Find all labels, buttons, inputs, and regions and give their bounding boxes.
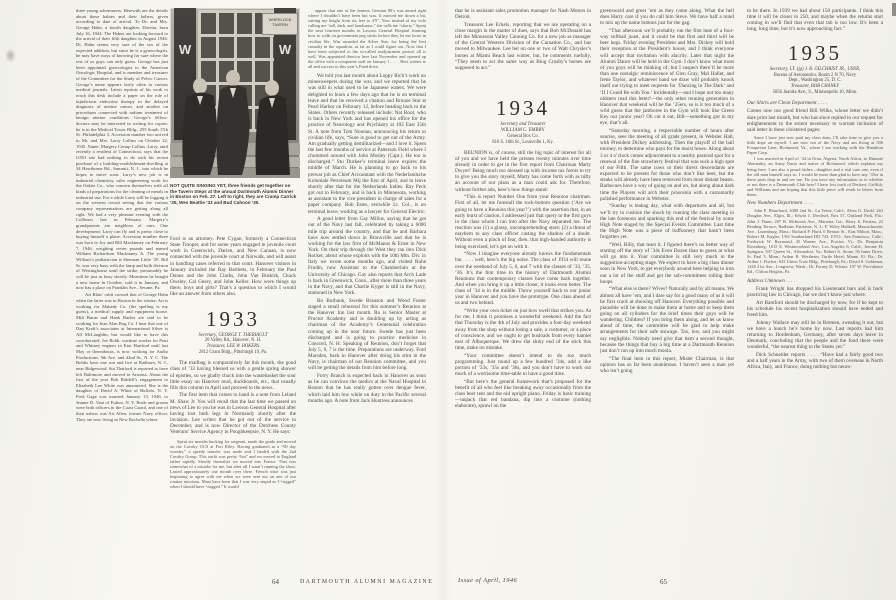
right-col3-unknown-body	[747, 286, 883, 371]
paragraph: John F. Blanchard, 2080 2nd St., La Verne, Calif.; Alvin G. Dodd, 263 Douglas Ave., Elgin, Ill.; Edwin J. Drechsel, Box 57, Oakland Park, Fla.; John J. Dunn, 207 B. McIntosh Ave., Marietta, Ga.; Harry S. Ferrian, 22 Reading Terrace, Radburn, Fairlawn, N. J.; F. Wiley Hubbell, Massachusetts Ave., Lunenburg, Mass.; Richard P. Hurd, 6 Benton St., East Milton, Mass.; Robert M. Kugler, USS Southerland DD 743, F.P.O., San Francisco, Calif.; Frederick W. Raymond, 45 Warner Ave., Proctor, Vt.; Dr. Benjamin Rosenberg, 1815 S. Westmoreland Ave., Los Angeles 6, Calif.; Jerome H. Spingarn, 507 Queen St., Alexandria, Va.; Robert A. Stone, 56 Inner Drive, St. Paul 5, Minn.; Arthur R. Wertheim, Turtle Hotel, Miami 10, Fla.; Dr. Arthur J. Fischer, 623 Union Trust Bldg., Pittsburgh, Pa.; David S. Goldman, 1328 21st Ave., Longview, Wash.; Dr. Forney D. Wisner, 107 W. Providence Rd., Clifton Heights, Pa.	[747, 208, 883, 275]
right-col3-letter	[747, 135, 883, 197]
paragraph: General Box Co.	[507, 133, 539, 139]
paragraph: Secretary, LT. (jg) J. B. GILCHRIST JR., USNR,	[769, 66, 861, 72]
paragraph: The first item that comes to hand is a note from Leland M. Shaw Jr. You will recall that the last time we passed on news of Lee to you he was in Lawson General Hospital after having lost both legs in Normandy shortly after the invasion. Lee writes that he got out of the service in December, and is now Director of the Dutchess County Veterans’ Service Agency in Poughkeepsie, N. Y. He says:	[170, 392, 296, 436]
class-1934-heading: 1934	[496, 96, 550, 121]
paragraph: We told you last month about Loppy Rich’s work on minesweepers during the war, and we reported that he was still in what used to be Japanese waters. We were delighted to learn a few days ago that he is on terminal leave and that he received a citation and Bronze Star at Pearl Harbor on February 12, before heading back to the States. Others recently released include: Nat Root, who is back in New York and has opened his office for the practice of Neurology and Psychiatry at 102 East 35th St. A note from Tom Noonan, announcing his return to civilian life, says, “Sure is good to get out of the Army. Am gradually getting demilitarized—and I love it. Spent the last few months of service at Patterson Field where I chummed around with John Mosley (Capt.). He too is discharged.” Stu Durkee’s terminal leave expires the middle of March. He is planning to go back to his prewar job as Chief Accountant with the Nederlandsche Koloniale Petroleum Mij the first of April, and to leave shortly after that for the Netherlands Indies. Ray Peck got out in February, and is back in Minnesota, working as assistant to the vice president in charge of sales for a paper company. Bob Estes, erstwhile Lt. Col., is on terminal leave, working as a lawyer for General Electric.	[308, 73, 426, 215]
class-1933-officers	[170, 333, 296, 357]
left-page-column-3	[308, 8, 426, 572]
scan-edge-mark	[892, 3, 896, 16]
paragraph: Ro Burbank, Swede Branson and Wood Foster staged a small rehearsal for this summer’s Reunion at the Hanover Inn last month. Ro is Senior Master at Proctor Academy and is doubling up by acting as chairman of the Academy’s Centennial celebration coming up in the near future. Swede has just been discharged and is going to practice medicine in Concord, N. H. Speaking of Reunion, don’t forget that July 5, 6, 7 is the time. Preparations are underway. Ford Marsden, back in Hanover after doing his stint in the Navy, is chairman of our Reunion committee, and you will be getting the details from him before long.	[308, 297, 426, 372]
footer-issue-date: Issue of April, 1946	[458, 577, 518, 584]
paragraph: “But here’s the general framework that’s proposed for the benefit of all who feel like breaking away occasionally from the class beer tent and the old upright piano. Friday is basic training—unpack that red bandana, dip into a costume (nothing elaborate), sprawl on the	[455, 378, 591, 410]
paragraph: Forry Branch is expected back in Hanover as soon as he can convince the medics at the Naval Hospital in Boston that he has really gotten over dengue fever, which laid him low while on duty in the Pacific several months ago. A note from Jack Huntress announces	[308, 373, 426, 404]
right-col1-body	[455, 150, 591, 410]
right-page-column-1	[455, 8, 591, 572]
page-gutter	[436, 0, 450, 600]
paragraph: Johnny Wallace may still be in Bremen, sweating it out, but we have a hunch he’s home by now. Last reports had him returning to Hordenham, Germany, after seven days leave in Denmark, concluding that the people and the food there were wonderful, “the nearest thing to the States yet.”	[747, 319, 883, 351]
paragraph: WILLIAM C. EMBRY	[501, 127, 545, 133]
right-col3-intro	[747, 8, 883, 33]
tavern-sign	[262, 13, 298, 35]
paragraph: Treasurer, LEE W. BOKERS	[206, 344, 260, 350]
paragraph: “Now I imagine everyone already knows the fundamentals but . . . . well, here’s the big noise. The class of 1934 will reune over the weekend of July 5, 6, and 7 with the classes of ’33, ’35, ’36. It’s the first time in the history of Dartmouth Alumni Reunions that contemporary classes have come back together. And when you bring it up a little closer, it looks even better. The class of ’34 is in the middle. Throw yourself back to our junior year in Hanover and you have the prototype. One class ahead of us and two behind.	[455, 251, 591, 307]
paragraph: Frank Wright has dropped his Lieutenant bars and is back practicing law in Chicago, but we don’t know just where.	[747, 285, 883, 298]
class-1933-heading: 1933	[206, 306, 260, 331]
tavern-sign-line1: WHEELOCK	[268, 17, 292, 22]
paragraph: appear that one of the famous German 88’s was aimed right where I shouldn’t have been but was. It mowed me down a bit, cutting my height from six feet to 4′9″. Now instead of my wife calling me “tall, dark, and handsome,” she calls me “shorty.” Spent the next fourteen months in Lawson General Hospital learning how to walk on government peg sticks before they let me loose in civilian life. Was awarded the Silver Star, for being the first casualty in the squadron, as far as I could figure out. Now that I have been subjected to the so-called readjustment period, all is well. Was appointed director here last November and opened up the office with a competent staff on January 1 . . . . Best wishes to all and success to this year’s Fund drive.	[308, 8, 426, 70]
footer-page-number-64: 64	[272, 578, 279, 586]
right-page-column-3	[747, 8, 883, 572]
left-col2-body	[170, 360, 296, 435]
paragraph: 5056 Juanita Ave., S., Minneapolis 10, Minn.	[772, 90, 858, 96]
class-1934-officers	[455, 122, 591, 146]
paragraph: greensward and greet ’em as they come along. What the hell does Harry care if you do call him Steve. We have half a mind to mix up the name buttons just for the gag.	[600, 8, 734, 27]
paragraph: Comes now our good friend Bill Wilks, whose letter we didn’t dare print last month, but who has since replied to our request for enlightenment to the extent necessary to warrant inclusion of said letter in these cloistered pages:	[747, 108, 883, 133]
paragraph: Secretary and Treasurer	[500, 122, 546, 128]
paragraph: Spent six months bucking for sergeant, made the grade and moved on the Cavalry OCS at Fort Riley. Having graduated as a “90 day wonder,” a speedy transfer was made and I landed with the 2nd Cavalry Group. This outfit was pretty “hot” and we moved to England rather rapidly. Shortly thereafter we moved into France. That was somewhat of a mistake for me, but after all I wasn’t running the show. Lasted approximately one month over there. French wine was just beginning to agree with me when we were sent out on one of our routine missions. Must have been that I was very stupid as I “zigged” when I should have “zagged.” It would	[170, 438, 296, 490]
paragraph: that he is assistant sales promotion manager for Nash Motors in Detroit.	[455, 8, 591, 21]
tavern-sign-line2: TAVERN	[272, 22, 288, 27]
shutter-letter-left: W	[178, 42, 192, 57]
scan-smudge	[5, 48, 16, 63]
left-col2-small-print	[170, 439, 296, 490]
paragraph: “The final item in this report, Mister Chairman, is that opinion has so far been unanimous. I haven’t seen a man yet who isn’t going	[600, 355, 734, 374]
paragraph: “Saturday morning, a respectable number of hours after sunrise, sees the meeting of all grads present, in Webster Hall, with President Dickey addressing. Then the playoff of the ball tourney, to determine who pays for the moist hoses. Along about 3 or 4 o’clock comes adjournment to a nearby pastoral spot for a renewal of the fine strawberry festival that was such a high spot of our Fifth. The same cows or their direct descendants are expected to be present for those who don’t like beer, but the steaks will already have been removed from most distant beasts. Barbecues have a way of going on and on, but along about dark time the Players will arch their proscenia with a customarily polished performance in Webster.	[600, 127, 734, 202]
section-header-shirts: Our Shirts are Clean Department . . . .	[747, 100, 827, 107]
left-col3-small-print	[308, 8, 426, 69]
paragraph: Art Blais’ orbit crossed that of George Hahn when the latter was in Boston in the winter; Art is working for Mahady Co. (the spelling is my guess), a medical supply and equipment house. Milt Burns and Hank Barber are said to be working for Jean Alan Rug Co. I hear that one of Dan Kraft’s associates at International Silver is Alf McLaughlin, but would like to have this corroborated. Joe Boldt, wartime worker for Pratt and Whitney engines in East Hartford until last May or thereabouts, is now working for Audio Productions, 9th Ave. and 42nd St., N. Y. C. The Boldts have one son and live at Radburn, N. J., near Ridgewood. Stu Thatford is reported to have left Baltimore and moved to Arizona. About the first of the year Bob Riddell’s engagement to Elizabeth Lee White was announced. She is the daughter of David A. White of Buffalo, N. Y. Fred Gage was married January 13, 1946, to Jeanne D. Vant of Fulton, N. Y. Bride and groom were both officers in the Coast Guard, and one of their ushers was Art Allen, former Navy officer. They are now living in New Rochelle where	[76, 292, 168, 422]
paragraph: 20 Valley Rd., Hanover, N. H.	[204, 338, 262, 344]
paragraph: Since I have just now paid my class dues, I’ll take time to give you a little dope on myself. I am now out of the Navy and am living at 506 Fouqurean Lane, Richmond, Va., where I am working with the Hamilton Paper Corp.	[747, 134, 883, 156]
paragraph: Secretary, GEORGE T. THERIAULT	[198, 332, 268, 338]
right-col3-shirts-body	[747, 108, 883, 133]
left-col3-body	[308, 73, 426, 404]
right-page-column-2	[600, 8, 734, 572]
paragraph: Art Bamford should be discharged by now, for if he kept to his schedule his recent hospitalization should have ended and freed him.	[747, 299, 883, 318]
paragraph: Ford is an attorney. Pete Cygan, formerly a Connecticut State Trooper, and for some years engaged in juvenile court work in Greenwich, Darien, and New Canaan, is now connected with the juvenile court at Norwalk, and will assist in handling cases referred to that court. Hanover visitors in January included the Ray Bartletts, in February the Paul Dunns and the John Clarks, John Van Buskirk, Chuck Owsley, Cal Geary, and John Keller. How were things up there, boys and girls? That’s a question to which I would like an answer from others also.	[170, 236, 296, 298]
paragraph: “Well, Billy, that tears it. I figured there’s no better way of starting off the story of ’34s Even Dozen than to guess at what will go into it. Your committee is still very much in the suggestion-accepting stage. We expect to have a big class dinner soon in New York, to get everybody around here helping to iron out a lot of the stuff and get the sub-committees rolling their hoops.	[600, 241, 734, 285]
paragraph: to be there. In 1939 we had about 150 participants. I think this time it will be closer to 250, and maybe when the returns start coming in we’ll find that even that tab is too low. It’s been a long, long time, but it’s now approaching fact.”	[747, 8, 883, 33]
paragraph: “What else is there? Wives? Naturally and by all means. We almost all have ’em, and I dare say for a good many of us it will be first crack at showing off Hanover. Everything possible and plausible will be done to make them at home and to keep them going on all cylinders for the brief times their guys will be wandering. Children? If you bring them along, and let us know ahead of time, the committee will be glad to help make arrangements for their safe stowage. Tax, low, and you might say negligible. Nobody need give that item a second thought, because the things that buy a big time at a Dartmouth Reunion just don’t run up into much moola.	[600, 286, 734, 354]
photo-caption: NOT QUITE SINGING YET, three friends get together on the Tavern Steps at the annual Dartmouth Alumni Dinner in Boston on Feb. 27. Left to right, they are Cramp Carrick ’35, Wes Beattie ’33 and Bud Cahoon ’35.	[170, 183, 297, 205]
paragraph: 816 S. 16th St., Louisville 1, Ky.	[492, 139, 554, 145]
shutter-letter-right: W	[278, 42, 292, 57]
paragraph: “Your committee doesn’t intend to do too much programming. Just round up a few hundred ’34s, add a like portion of ’33s, ’35s and ’36s, and you don’t have to work out much of a worrisome time-table to have a good time.	[455, 352, 591, 378]
paragraph: “Sunday is teabag day, what with departures and all, but we’ll try to cushion the shock by running the class meeting in the late forenoon and sparking this end of the festival by some High Note staged by the Special Events Committee. Last time the High Note was a piece of buffoonery that hasn’t been forgotten yet.	[600, 203, 734, 241]
class-1935-heading: 1935	[788, 40, 842, 65]
paragraph: REUNION is, of course, still the big topic of interest for all of you and we have held the presses twenty minutes over time already in order to get in the first report from Chairman Marty Dwyer! Being much too messed up with income tax forms to try to give you the story myself, Marty has come forth with as nifty an account of our plans as a man could ask for. Therefore, without further ado, here’s how things stand:	[455, 149, 591, 193]
paragraph: 2812 Grant Bldg., Pittsburgh 19, Pa.	[198, 350, 268, 356]
paragraph: Treasurer Lee Eckels, reporting that we are operating on a close margin in the matter of dues, says that Bob McDonald has left the Minnesota Valley Canning Co. for a new job as manager of the Central Western Division of the Carnation Co., and has moved to Milwaukee. Lee bet on one or two of Walt Chrysler’s horses at Miami Beach last winter, but, he comments ruefully, “They seem to act the same way as Bing Crosby’s horses are supposed to act.”	[455, 21, 591, 71]
left-page-column-1	[76, 8, 168, 572]
paragraph: Dept., Washington 25, D. C.	[788, 78, 842, 84]
section-header-new-numbers: New Numbers Department . . . .	[747, 200, 813, 207]
right-col1-top	[455, 8, 591, 71]
class-1935-officers	[747, 67, 883, 97]
section-header-address-unknown: Address Unknown . . . .	[747, 277, 796, 284]
paragraph: Bureau of Aeronautics, Room 2 N 70, Navy	[773, 72, 857, 78]
paragraph: Treasurer, BOB CHANEY	[790, 84, 840, 90]
paragraph: The mailbag is comparatively fat this month, the good class of ’33 having blessed us with a gentle spring shower of epistles, so we gladly chuck into the wastebasket the sour little essay on Hanover mud, duckboards, etc., that usually fills this column in April and proceed to the news.	[170, 360, 296, 391]
left-col2-top	[170, 236, 296, 298]
paragraph: “This is report Number One from your Reunion chairman. First of all, let me forestall the rock-bottom question (‘Are we going to have a Reunion this year?’) with the assertion that, in an early burst of caution, I addressed just that query to the first guys in the class whom I ran into after the Navy separated me. The reaction was (1) a glassy, uncomprehending stare; (2) a threat of mayhem to any class officer casting the shadow of a doubt. Without even a pinch of fear, then, that high-handed authority is being exercised, let’s get on with it.	[455, 194, 591, 250]
photo	[170, 8, 300, 178]
paragraph: I was married in April of ’44 in Oran, Algeria, North Africa, to Dimmie Abernathy, an Army Nurse and native of Richmond, which explains my being here. I am also a proud father—daughter and a real cute one, even if the old man himself says so. I would be more than glad to have any ’35er in these parts drop in and see me. Do you have any information as to whether or not there is a Dartmouth Club here? I have lost track of Deckert, Griffith, and Williams and am hoping that this little piece will result in letters from them.	[747, 156, 883, 198]
footer-page-number-65: 65	[660, 578, 667, 586]
three-men-figures	[170, 63, 300, 178]
right-col3-address-list	[747, 208, 883, 274]
footer-magazine-title: DARTMOUTH ALUMNI MAGAZINE	[300, 579, 434, 585]
paragraph: “That afternoon we’ll probably run the first heat of a four-way softball joust, and it could be that first and third will be beer kegs. Friday evening President and Mrs. Dickey will hold their reception at the President’s house, and I think everyone will accept that invitation with alacrity. Later that night the Alumni Dance will be held in the Gym. I don’t know what most of you guys will be thinking of, but I suspect there’ll be more than one nostalgic reminiscence of Glen Gray, Mal Hallet, and Irene Taylor, and whatever band we draw will probably knock itself out trying to meet requests for ‘Dancing in The Dark’ and ‘If I Could Be with You.’ Incidentally—and I hope not too many oldsters read this letter!—the only other reuning generation in Hanover that weekend will be the ’35ers, so is it too much of a wild guess that the jamboree in the Gym will look like Green Key our junior year? Oh cut it out, Bill—something got in my eye, that’s all.	[600, 27, 734, 127]
paragraph: Dick Schneider reports . . . . “Have had a fairly good two and a half years in the Army, with two of them overseas in North Africa, Italy, and France, doing nothing but neuro-	[747, 351, 883, 371]
left-page-column-2	[170, 236, 296, 572]
paragraph: A good letter from Gay Milius, saying that he got out of the Navy last fall, celebrated by taking a 6000 mile trip around the country, and that he and Barbara have now settled down in Bronxville and that he is working for the law firm of McManus & Ernst in New York. On their trip through the West they ran into Dick Rocker, about whose exploits with the 10th Mtn. Div. in Italy we wrote some months ago, and visited Rube Frodin, now Assistant to the Chamberlain at the University of Chicago. Gay also reports that Arch Lade is back in Greenwich, Conn., after more than three years in the Navy, and that Charlie Kyger is still in the Navy, stationed in New York.	[308, 216, 426, 297]
paragraph: three young adventurers. Herewith are the details about these babies and their fathers, given according to date of arrival. To Dr. and Mrs. George Hahn, a fourth daughter, Doretta, born July 16, 1944. The Hahns are looking forward to the arrival of their fifth daughter in August 1946. Dr. Hahn seems very sure of the sex of the expected addition, but since he is a gynecologist, he may have ways of knowing for sure where the rest of us guys can only guess. George has just been appointed gynecologist to the American Oncologic Hospital, and is member and treasurer of the Committee for the Study of Pelvic Cancer. George’s name appears fairly often in various medical journals. Latest reprints of his work to reach this desk include a paper on the role of injudicious endocrine therapy in the delayed diagnosis of uterine cancer, and another on procedures connected with radium treatment of benign uterine conditions. George’s fellow-doctors may be interested in writing for copies: he is in the Medical Tower Bldg., 255 South 17th St. Philadelphia 3. Accession number two arrived to Mr. and Mrs. Larry Collins on October 22, 1945. Name: Margery Cresap Collins. Larry, until recently a resident of Connecticut, says that the UNO site had nothing to do with his recent purchase of a building-establishment-dwelling at 34 Hawthorne Rd., Summit, N. J., into which he hopes to move soon. Larry’s new job is in industrial chemistry, sales engineering work for the Oakite Co., who concern themselves with all kinds of preparations for the cleaning of metals in industrial use. For a while Larry will be logging it on the western circuit seeing that the various company representatives are getting along all right. We had a very pleasant evening with the Collinses late in February. Margery’s grandparents are neighbors of ours. One development: Larry can fly and is pretty close to buying himself a plane. Accession number three was born to Joy and Bill Mackinney on February 7, 1946, weighing seven pounds and named William Richardson Mackinney Jr. The young William’s pediatrician is Sherman Little ’29. Bill Sr. was very busy with the lamp and bulb division of Westinghouse until the strike; presumably he will be just as busy shortly. Meantime he bought a new home in October, sold it in January, and now has a place on Franklin Ave., Secane, Pa.	[76, 8, 168, 291]
paragraph: “Write your own ticket on just how swell that strikes you. As for me, I think it promises a wonderful weekend. Add the fact that Thursday is the 4th of July and provides a four-day weekend away from the shop without losing a sale, a customer, or a piece of conscience, and we ought to get busloads from every hamlet east of Albuquerque. We drew the shiny end of the stick this time, make no mistake.	[455, 308, 591, 352]
